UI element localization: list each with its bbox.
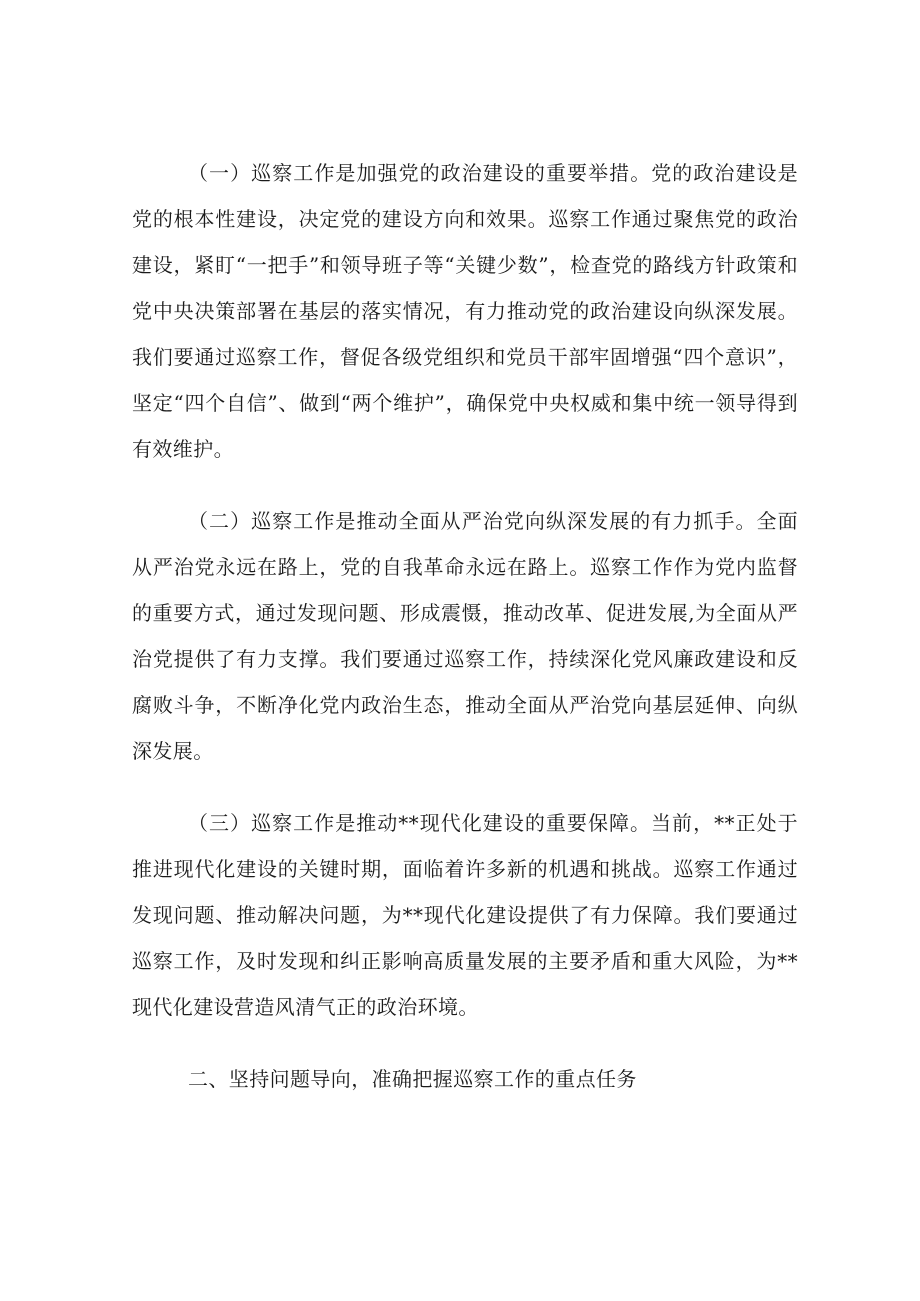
section-heading: 二、坚持问题导向，准确把握巡察工作的重点任务	[188, 1067, 637, 1091]
paragraph-2: （二）巡察工作是推动全面从严治党向纵深发展的有力抓手。全面从严治党永远在路上，党的自我革命永远在路上。巡察工作作为党内监督的重要方式，通过发现问题、形成震慑，推动改革、促进发展,为全面从严治党提供了有力支撑。我们要通过巡察工作，持续深化党风廉政建设和反腐败斗争，不断净化党内政治生态，推动全面从严治党向基层延伸、向纵深发展。	[132, 509, 798, 763]
paragraph-1: （一）巡察工作是加强党的政治建设的重要举措。党的政治建设是党的根本性建设，决定党的建设方向和效果。巡察工作通过聚焦党的政治建设，紧盯“一把手”和领导班子等“关键少数”，检查党的路线方针政策和党中央决策部署在基层的落实情况，有力推动党的政治建设向纵深发展。我们要通过巡察工作，督促各级党组织和党员干部牢固增强“四个意识”，坚定“四个自信”、做到“两个维护”，确保党中央权威和集中统一领导得到有效维护。	[132, 161, 798, 461]
document-body	[132, 150, 798, 1102]
paragraph-3: （三）巡察工作是推动**现代化建设的重要保障。当前，**正处于推进现代化建设的关键时期，面临着许多新的机遇和挑战。巡察工作通过发现问题、推动解决问题，为**现代化建设提供了有力保障。我们要通过巡察工作，及时发现和纠正影响高质量发展的主要矛盾和重大风险，为**现代化建设营造风清气正的政治环境。	[132, 811, 798, 1019]
